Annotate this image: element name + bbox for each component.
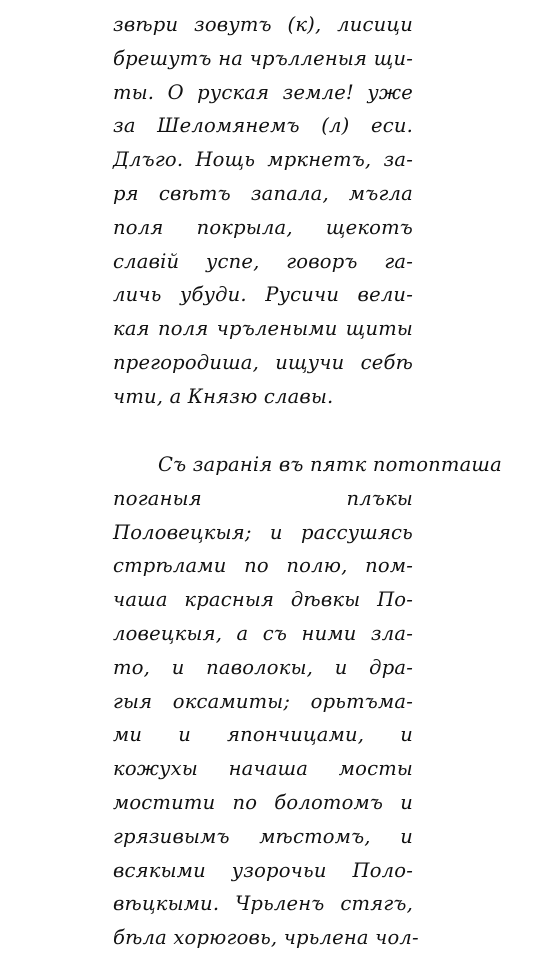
text-line: стрѣлами по полю, пом-	[113, 554, 413, 578]
text-line: славій успе, говоръ га-	[113, 249, 413, 273]
text-line: чти, а Князю славы.	[113, 384, 334, 408]
text-line: ми и япончицами, и	[113, 723, 413, 747]
text-line: прегородиша, ищучи себѣ	[113, 350, 413, 374]
text-line: гыя оксамиты; орьтъма-	[113, 689, 413, 713]
text-line: Длъго. Нощь мркнетъ, за-	[113, 148, 413, 172]
text-line: кая поля чрълеными щиты	[113, 317, 413, 341]
text-line: за Шеломянемъ (л) еси.	[113, 114, 413, 138]
text-line: Половецкыя; и рассушясь	[113, 520, 413, 544]
text-line: личь убуди. Русичи вели-	[113, 283, 413, 307]
paragraph-1	[113, 8, 413, 414]
text-line: брешутъ на чрълленыя щи-	[113, 46, 413, 70]
text-line: ты. О руская земле! уже	[113, 80, 413, 104]
text-line: то, и паволокы, и дра-	[113, 655, 413, 679]
text-line: грязивымъ мѣстомъ, и	[113, 824, 413, 848]
text-line: звѣри зовутъ (к), лисици	[113, 13, 413, 36]
text-line: мостити по болотомъ и	[113, 790, 413, 814]
text-line: кожухы начаша мосты	[113, 757, 413, 781]
text-line: поганыя плъкы	[113, 486, 413, 510]
paragraph-2	[113, 448, 502, 955]
text-line: чаша красныя дѣвкы По-	[113, 588, 413, 612]
text-line: поля покрыла, щекотъ	[113, 215, 413, 239]
text-line: бѣла хорюговь, чрьлена чол-	[113, 926, 419, 950]
text-line: вѣцкыми. Чрьленъ стягъ,	[113, 892, 413, 916]
text-line: Съ заранія въ пятк потопташа	[158, 453, 502, 476]
text-line: всякыми узорочьи Поло-	[113, 858, 413, 882]
text-line: ловецкыя, а съ ними зла-	[113, 621, 413, 645]
text-line: ря свѣтъ запала, мъгла	[113, 181, 413, 205]
